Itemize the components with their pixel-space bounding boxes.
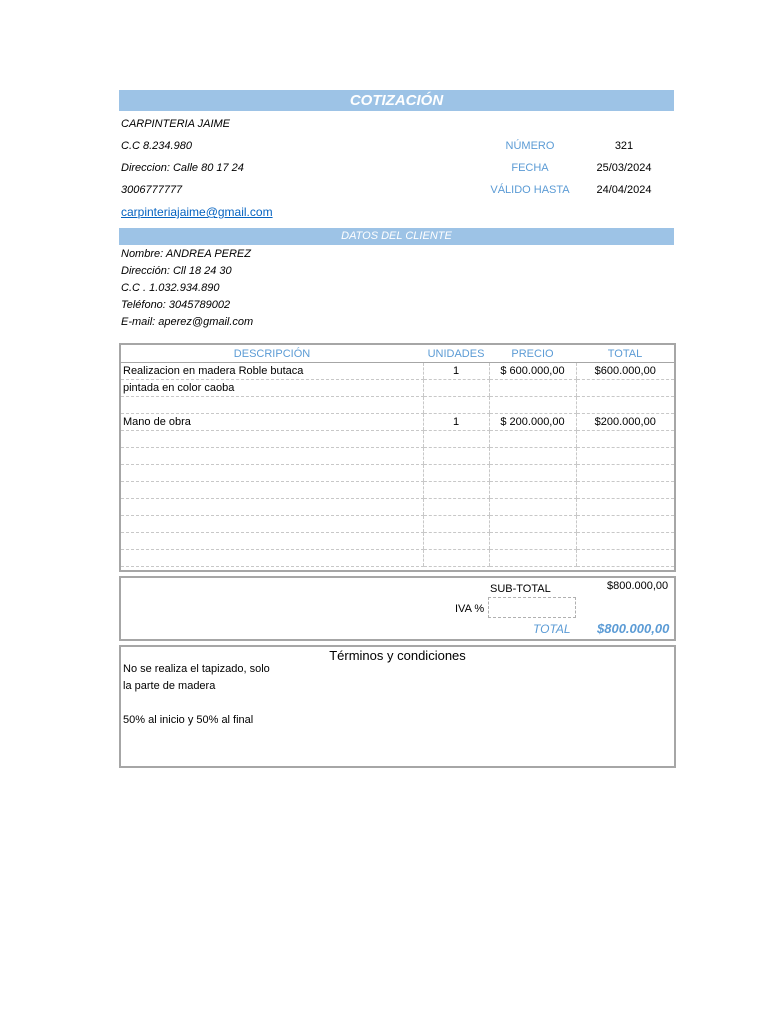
items-table (121, 345, 674, 567)
header-total: TOTAL (576, 345, 674, 363)
numero-value: 321 (614, 140, 634, 152)
item-price (489, 465, 576, 482)
table-row (121, 380, 674, 397)
item-units: 1 (423, 363, 489, 380)
item-price (489, 397, 576, 414)
subtotal-label: SUB-TOTAL (490, 583, 551, 595)
client-name: Nombre: ANDREA PEREZ (121, 248, 251, 260)
terms-line: la parte de madera (123, 680, 216, 692)
header-unidades: UNIDADES (423, 345, 489, 363)
client-address: Dirección: Cll 18 24 30 (121, 265, 232, 277)
iva-input[interactable] (488, 597, 576, 618)
header-precio: PRECIO (489, 345, 576, 363)
item-total (576, 550, 674, 567)
items-header-row (121, 345, 674, 363)
table-row (121, 465, 674, 482)
terms-line: 50% al inicio y 50% al final (123, 714, 254, 726)
item-units (423, 431, 489, 448)
item-description (121, 465, 423, 482)
document-title: COTIZACIÓN (119, 90, 674, 111)
item-total (576, 465, 674, 482)
items-table-box (119, 343, 676, 572)
item-price (489, 431, 576, 448)
item-description: Realizacion en madera Roble butaca (121, 363, 423, 380)
item-units (423, 550, 489, 567)
table-row (121, 414, 674, 431)
total-label: TOTAL (533, 622, 571, 636)
item-description: pintada en color caoba (121, 380, 423, 397)
company-name: CARPINTERIA JAIME (121, 118, 230, 130)
valido-value: 24/04/2024 (596, 184, 652, 196)
company-phone: 3006777777 (121, 184, 183, 196)
table-row (121, 448, 674, 465)
fecha-value: 25/03/2024 (596, 162, 652, 174)
item-price (489, 499, 576, 516)
item-units (423, 533, 489, 550)
item-description: Mano de obra (121, 414, 423, 431)
item-description (121, 431, 423, 448)
item-price: $ 600.000,00 (489, 363, 576, 380)
item-units (423, 380, 489, 397)
subtotal-value: $800.000,00 (607, 580, 669, 592)
item-total (576, 448, 674, 465)
item-description (121, 499, 423, 516)
client-section-title: DATOS DEL CLIENTE (119, 228, 674, 245)
table-row (121, 550, 674, 567)
table-row (121, 431, 674, 448)
item-units (423, 465, 489, 482)
item-price (489, 533, 576, 550)
table-row (121, 363, 674, 380)
iva-label: IVA % (455, 603, 485, 615)
header-descripcion: DESCRIPCIÓN (121, 345, 423, 363)
fecha-label: FECHA (511, 162, 549, 174)
item-total: $600.000,00 (576, 363, 674, 380)
table-row (121, 516, 674, 533)
client-id: C.C . 1.032.934.890 (121, 282, 220, 294)
item-description (121, 482, 423, 499)
company-id: C.C 8.234.980 (121, 140, 192, 152)
item-price: $ 200.000,00 (489, 414, 576, 431)
item-price (489, 550, 576, 567)
totals-box (119, 576, 676, 641)
item-price (489, 482, 576, 499)
company-address: Direccion: Calle 80 17 24 (121, 162, 244, 174)
item-total (576, 516, 674, 533)
item-units (423, 499, 489, 516)
item-description (121, 448, 423, 465)
item-units (423, 397, 489, 414)
table-row (121, 482, 674, 499)
item-units (423, 516, 489, 533)
item-units (423, 448, 489, 465)
item-units (423, 482, 489, 499)
total-value: $800.000,00 (597, 621, 670, 636)
item-description (121, 550, 423, 567)
item-price (489, 380, 576, 397)
table-row (121, 533, 674, 550)
client-phone: Teléfono: 3045789002 (121, 299, 231, 311)
table-row (121, 499, 674, 516)
numero-label: NÚMERO (505, 140, 555, 152)
terms-title: Términos y condiciones (329, 648, 466, 663)
valido-label: VÁLIDO HASTA (490, 184, 570, 196)
item-units: 1 (423, 414, 489, 431)
item-total (576, 397, 674, 414)
table-row (121, 397, 674, 414)
item-price (489, 516, 576, 533)
item-total (576, 499, 674, 516)
item-total (576, 380, 674, 397)
item-total (576, 431, 674, 448)
item-total (576, 482, 674, 499)
item-total: $200.000,00 (576, 414, 674, 431)
terms-line: No se realiza el tapizado, solo (123, 663, 270, 675)
terms-box (119, 645, 676, 768)
company-email-link[interactable]: carpinteriajaime@gmail.com (121, 205, 273, 219)
item-price (489, 448, 576, 465)
item-description (121, 397, 423, 414)
item-total (576, 533, 674, 550)
item-description (121, 516, 423, 533)
client-email: E-mail: aperez@gmail.com (121, 316, 254, 328)
item-description (121, 533, 423, 550)
